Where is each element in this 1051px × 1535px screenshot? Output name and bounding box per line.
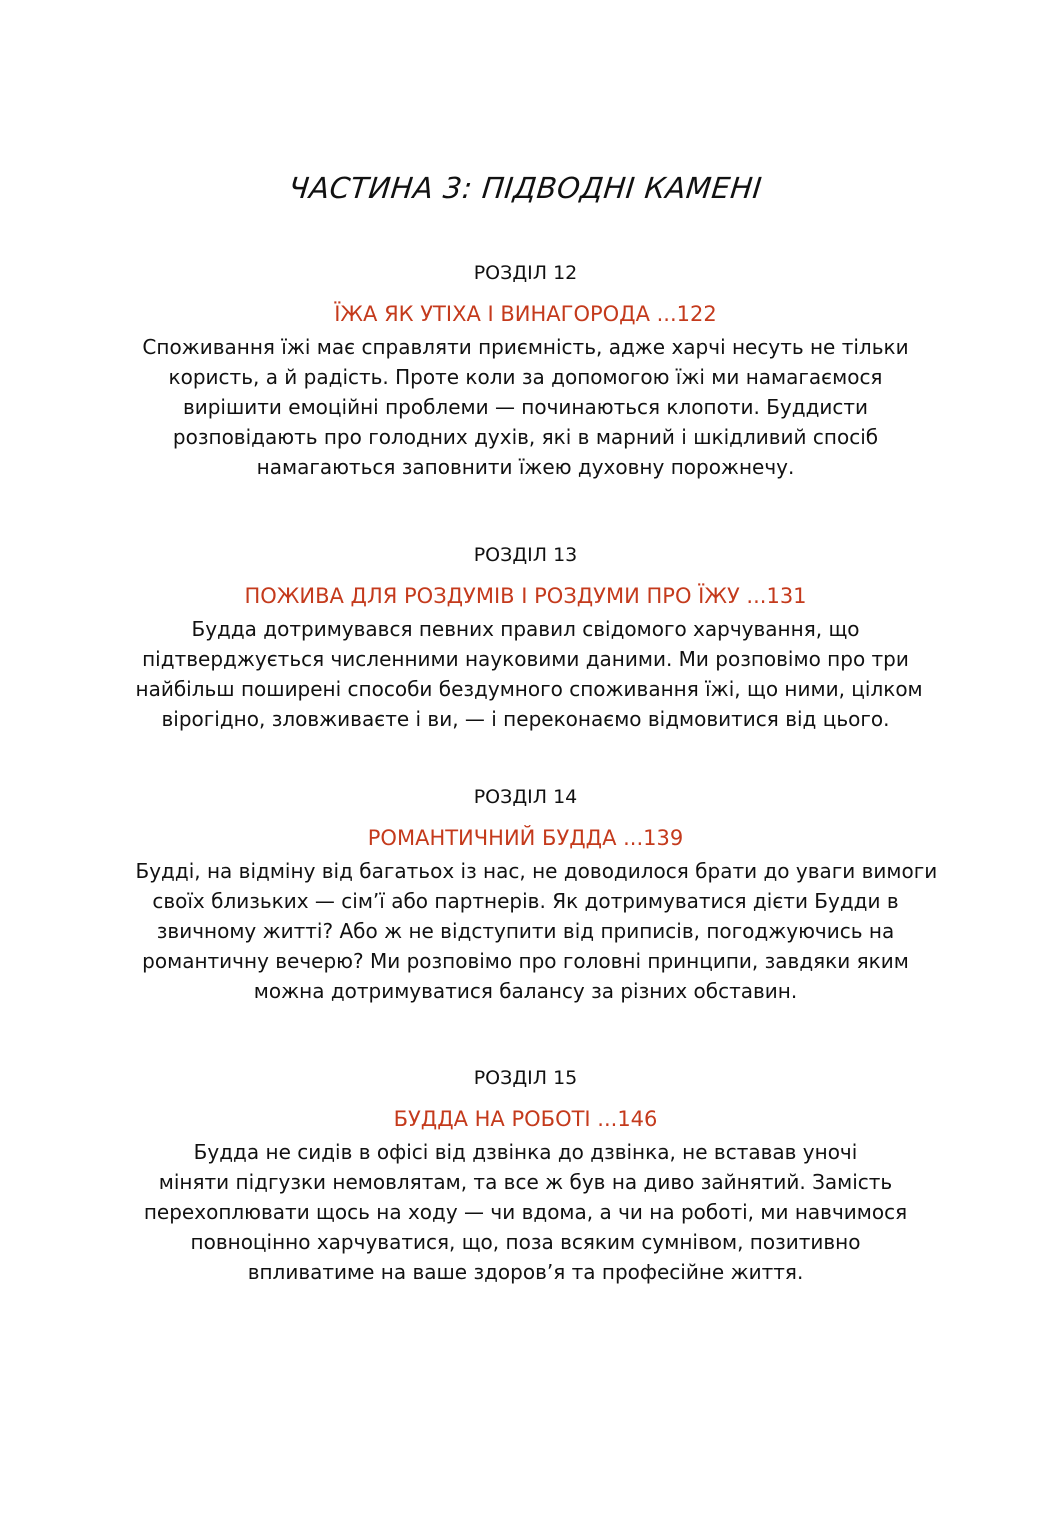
chapter-description — [136, 1137, 916, 1287]
description-line: найбільш поширені способи бездумного споживання їжі, що ними, цілком — [135, 677, 923, 701]
description-line: Будда не сидів в офісі від дзвінка до дзвінка, не вставав уночі — [193, 1140, 858, 1164]
chapter-number: РОЗДІЛ 13 — [473, 544, 578, 566]
description-line: Споживання їжі має справляти приємність, адже харчі несуть не тільки — [142, 335, 909, 359]
chapter-description — [136, 332, 916, 482]
chapter-title: БУДДА НА РОБОТІ ...146 — [393, 1107, 658, 1131]
description-line: повноцінно харчуватися, що, поза всяким сумнівом, позитивно — [190, 1230, 861, 1254]
chapter-12 — [0, 260, 1051, 482]
chapter-description — [135, 856, 938, 1006]
description-line: своїх близьких — сім’ї або партнерів. Як дотримуватися дієти Будди в — [152, 889, 899, 913]
description-line: міняти підгузки немовлятам, та все ж був на диво зайнятий. Замість — [158, 1170, 893, 1194]
chapter-number: РОЗДІЛ 15 — [473, 1067, 578, 1089]
description-line: романтичну вечерю? Ми розповімо про головні принципи, завдяки яким — [142, 949, 909, 973]
chapter-15 — [0, 1065, 1051, 1287]
chapter-number: РОЗДІЛ 12 — [473, 262, 578, 284]
chapter-title: РОМАНТИЧНИЙ БУДДА ...139 — [367, 826, 684, 850]
chapter-title: ЇЖА ЯК УТІХА І ВИНАГОРОДА ...122 — [334, 302, 717, 326]
description-line: користь, а й радість. Проте коли за допомогою їжі ми намагаємося — [168, 365, 883, 389]
chapter-14 — [0, 784, 1051, 1006]
description-line: вирішити емоційні проблеми — починаються клопоти. Буддисти — [182, 395, 869, 419]
description-line: підтверджується численними науковими даними. Ми розповімо про три — [142, 647, 909, 671]
description-line: намагаються заповнити їжею духовну порожнечу. — [256, 455, 795, 479]
chapter-title: ПОЖИВА ДЛЯ РОЗДУМІВ І РОЗДУМИ ПРО ЇЖУ ...131 — [244, 584, 807, 608]
description-line: можна дотримуватися балансу за різних обставин. — [253, 979, 798, 1003]
description-line: розповідають про голодних духів, які в марний і шкідливий спосіб — [172, 425, 879, 449]
description-line: перехоплювати щось на ходу — чи вдома, а чи на роботі, ми навчимося — [143, 1200, 908, 1224]
description-line: вірогідно, зловживаєте і ви, — і переконаємо відмовитися від цього. — [161, 707, 890, 731]
description-line: впливатиме на ваше здоров’я та професійне життя. — [247, 1260, 804, 1284]
description-line: Будді, на відміну від багатьох із нас, не доводилося брати до уваги вимоги — [135, 859, 938, 883]
chapter-number: РОЗДІЛ 14 — [473, 786, 578, 808]
part-title: ЧАСТИНА 3: ПІДВОДНІ КАМЕНІ — [287, 171, 764, 205]
chapter-description — [135, 614, 923, 734]
chapter-13 — [0, 542, 1051, 734]
description-line: Будда дотримувався певних правил свідомого харчування, що — [191, 617, 860, 641]
description-line: звичному житті? Або ж не відступити від приписів, погоджуючись на — [156, 919, 895, 943]
